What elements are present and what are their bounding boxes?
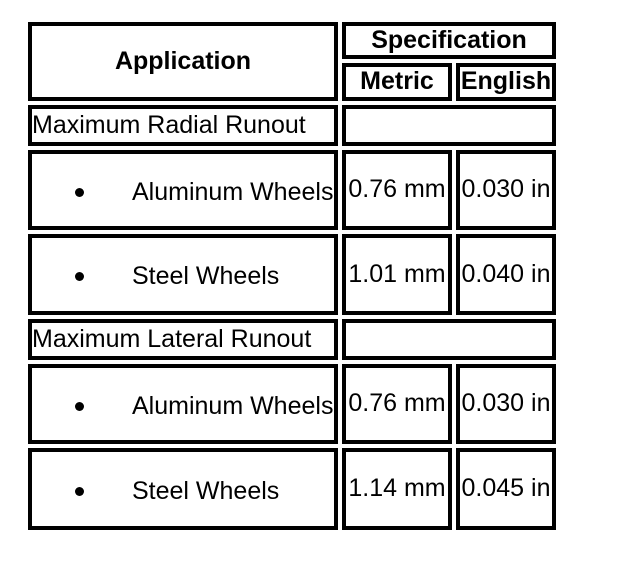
specification-header-cell: Specification: [342, 22, 556, 59]
bulleted-item: [32, 477, 334, 506]
section-row-radial: [28, 105, 556, 146]
table-row: [28, 234, 556, 315]
application-header-cell: Application: [28, 22, 338, 101]
spec-table-container: [24, 18, 560, 534]
metric-value-cell: 1.01 mm: [342, 234, 452, 315]
wheel-runout-spec-table: [24, 18, 560, 534]
item-label: Steel Wheels: [132, 476, 280, 505]
application-item-cell: [28, 234, 338, 315]
application-item-cell: [28, 150, 338, 230]
english-value-cell: 0.045 in: [456, 448, 556, 530]
item-label: Steel Wheels: [132, 262, 280, 291]
bulleted-item: [32, 392, 334, 421]
metric-value-cell: 0.76 mm: [342, 150, 452, 230]
metric-value-cell: 0.76 mm: [342, 364, 452, 444]
bullet-icon: [75, 272, 84, 281]
section-title-lateral: Maximum Lateral Runout: [28, 319, 338, 360]
item-label: Aluminum Wheels: [132, 177, 334, 206]
section-spec-empty-cell: [342, 319, 556, 360]
english-value-cell: 0.030 in: [456, 150, 556, 230]
bulleted-item: [32, 262, 334, 291]
table-row: [28, 364, 556, 444]
english-header-cell: English: [456, 63, 556, 101]
section-row-lateral: [28, 319, 556, 360]
bullet-icon: [75, 402, 84, 411]
table-row: [28, 150, 556, 230]
english-value-cell: 0.040 in: [456, 234, 556, 315]
english-value-cell: 0.030 in: [456, 364, 556, 444]
bullet-icon: [75, 188, 84, 197]
section-title-radial: Maximum Radial Runout: [28, 105, 338, 146]
metric-value-cell: 1.14 mm: [342, 448, 452, 530]
metric-header-cell: Metric: [342, 63, 452, 101]
header-row-1: [28, 22, 556, 59]
bulleted-item: [32, 178, 334, 207]
application-item-cell: [28, 448, 338, 530]
table-row: [28, 448, 556, 530]
application-item-cell: [28, 364, 338, 444]
bullet-icon: [75, 487, 84, 496]
item-label: Aluminum Wheels: [132, 391, 334, 420]
section-spec-empty-cell: [342, 105, 556, 146]
